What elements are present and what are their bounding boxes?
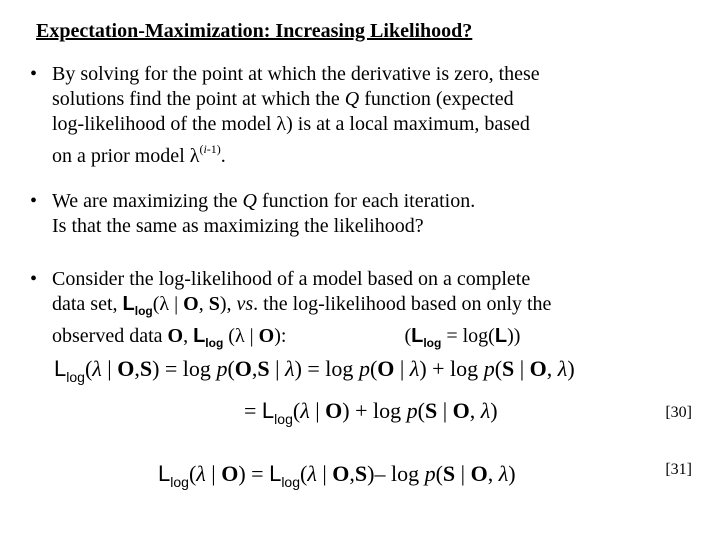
bullet-dot: • [30, 63, 38, 85]
bullet-1-line-3: log-likelihood of the model λ) is at a local maximum, based [52, 113, 530, 135]
bullet-3-line-1: Consider the log-likelihood of a model based on a complete [52, 268, 531, 290]
equation-ref-30: [30] [665, 404, 692, 421]
bullet-3 [30, 267, 690, 356]
equation-ref-31: [31] [665, 461, 692, 478]
bullet-1-line-1: By solving for the point at which the derivative is zero, these [52, 63, 540, 85]
bullet-2-line-1: We are maximizing the Q function for each iteration. [52, 190, 476, 212]
equation-2: = $L_{log}(\lambda$ | O) + log p(S | O, λ) [244, 398, 498, 427]
bullet-1-line-4: on a prior model $\lambda^{(i-1)}$. [52, 142, 226, 167]
bullet-1-line-2: solutions find the point at which the Q function (expected [52, 88, 514, 110]
bullet-2 [30, 189, 690, 239]
equation-3: $L_{log}(\lambda$ | $O) = L_{log}(\lambda$ | O,S)– log p(S | O, λ) [158, 461, 516, 490]
bullet-3-line-3: observed data O, $L_{log}$ (λ | O): $(L_{log} = \log(L))$ [52, 325, 521, 350]
bullet-1 [30, 62, 690, 169]
slide-title: Expectation-Maximization: Increasing Likelihood? [36, 20, 473, 42]
equation-1: $L_{log}(\lambda$ | O,S) = log p(O,S | λ) = log p(O | λ) + log p(S | O, λ) [54, 356, 575, 385]
bullet-dot: • [30, 268, 38, 290]
bullet-3-line-2: data set, $L_{log}(\lambda$ | O, S), vs. the log-likelihood based on only the [52, 293, 552, 318]
bullet-2-line-2: Is that the same as maximizing the likelihood? [52, 215, 424, 237]
bullet-dot: • [30, 190, 38, 212]
